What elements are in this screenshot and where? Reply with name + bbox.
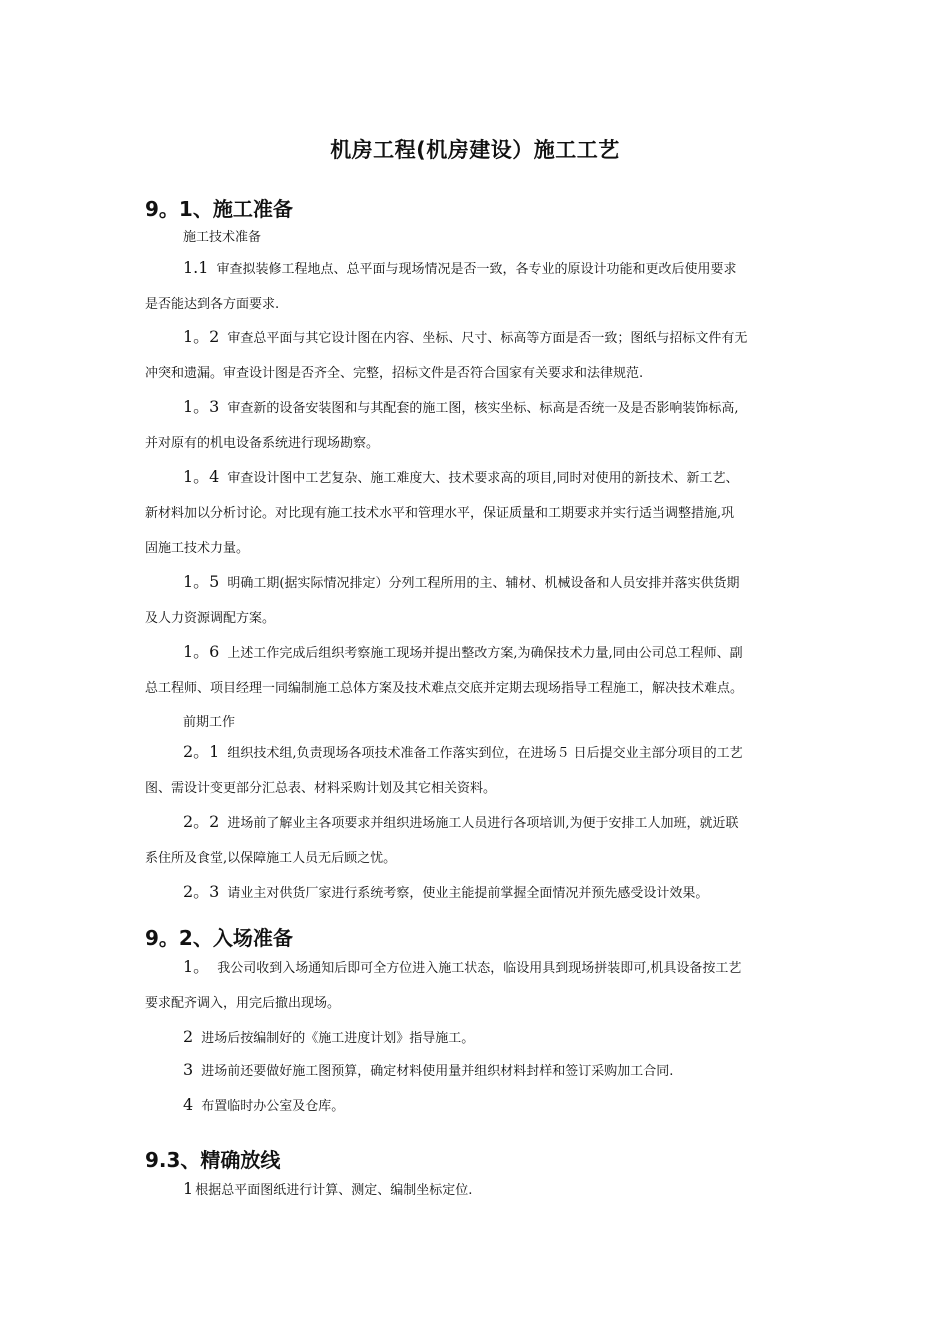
paragraph-entry-3 xyxy=(145,1052,810,1089)
paragraph-text: 组织技术组,负责现场各项技术准备工作落实到位，在进场５ 日后提交业主部分项目的工艺 xyxy=(227,746,743,761)
item-number: 2。2 xyxy=(183,812,220,831)
paragraph-entry-4 xyxy=(145,1087,810,1124)
paragraph-text: 新材料加以分析讨论。对比现有施工技术水平和管理水平，保证质量和工期要求并实行适当调整措施,巩 xyxy=(145,506,735,521)
paragraph-text: 审查拟装修工程地点、总平面与现场情况是否一致，各专业的原设计功能和更改后使用要求 xyxy=(216,262,737,277)
section-heading-1: 9。1、施工准备 xyxy=(145,197,293,221)
paragraph-text: 明确工期(据实际情况排定）分列工程所用的主、辅材、机械设备和人员安排并落实供货期 xyxy=(227,576,740,591)
paragraph-text: 进场前了解业主各项要求并组织进场施工人员进行各项培训,为便于安排工人加班，就近联 xyxy=(227,816,739,831)
paragraph-text: 总工程师、项目经理一同编制施工总体方案及技术难点交底并定期去现场指导工程施工，解决技术难点。 xyxy=(145,681,744,696)
paragraph-text: 上述工作完成后组织考察施工现场并提出整改方案,为确保技术力量,同由公司总工程师、副 xyxy=(227,646,743,661)
paragraph-text: 冲突和遗漏。审查设计图是否齐全、完整，招标文件是否符合国家有关要求和法律规范. xyxy=(145,366,644,381)
paragraph-1-6 xyxy=(145,634,810,706)
item-number: 1。6 xyxy=(183,642,220,661)
paragraph-text: 审查总平面与其它设计图在内容、坐标、尺寸、标高等方面是否一致；图纸与招标文件有无 xyxy=(227,331,748,346)
paragraph-2-3 xyxy=(145,874,810,911)
paragraph-text: 系住所及食堂,以保障施工人员无后顾之忧。 xyxy=(145,851,397,866)
item-number: 2。1 xyxy=(183,742,220,761)
item-number: 1.1 xyxy=(183,258,209,277)
item-number: 4 xyxy=(183,1095,194,1114)
paragraph-text: 请业主对供货厂家进行系统考察，使业主能提前掌握全面情况并预先感受设计效果。 xyxy=(227,886,709,901)
paragraph-text: 布置临时办公室及仓库。 xyxy=(201,1099,345,1114)
item-number: 2 xyxy=(183,1027,194,1046)
paragraph-text: 我公司收到入场通知后即可全方位进入施工状态，临设用具到现场拼装即可,机具设备按工艺 xyxy=(217,961,742,976)
subheading-early-work: 前期工作 xyxy=(183,715,236,730)
paragraph-text: 审查新的设备安装图和与其配套的施工图，核实坐标、标高是否统一及是否影响装饰标高, xyxy=(227,401,739,416)
item-number: 1。5 xyxy=(183,572,220,591)
paragraph-text: 审查设计图中工艺复杂、施工难度大、技术要求高的项目,同时对使用的新技术、新工艺、 xyxy=(227,471,739,486)
paragraph-entry-1 xyxy=(145,949,810,1021)
paragraph-text: 并对原有的机电设备系统进行现场勘察。 xyxy=(145,436,380,451)
item-number: 2。3 xyxy=(183,882,220,901)
subheading-tech-prep: 施工技术准备 xyxy=(183,230,262,245)
section-heading-3: 9.3、精确放线 xyxy=(145,1148,281,1172)
item-number: 1。 xyxy=(183,957,210,976)
page-title: 机房工程(机房建设）施工工艺 xyxy=(330,138,620,162)
item-number: 1。2 xyxy=(183,327,220,346)
item-number: 1。4 xyxy=(183,467,220,486)
paragraph-text: 进场前还要做好施工图预算，确定材料使用量并组织材料封样和签订采购加工合同. xyxy=(201,1064,674,1079)
paragraph-entry-2 xyxy=(145,1019,810,1056)
item-number: 3 xyxy=(183,1060,194,1079)
paragraph-1-5 xyxy=(145,564,810,636)
paragraph-1-4 xyxy=(145,459,810,566)
paragraph-text: 及人力资源调配方案。 xyxy=(145,611,276,626)
paragraph-2-1 xyxy=(145,734,810,806)
paragraph-layout-1 xyxy=(145,1171,810,1208)
section-heading-2: 9。2、入场准备 xyxy=(145,926,293,950)
paragraph-text: 要求配齐调入，用完后撤出现场。 xyxy=(145,996,341,1011)
paragraph-text: 图、需设计变更部分汇总表、材料采购计划及其它相关资料。 xyxy=(145,781,497,796)
item-number: 1。3 xyxy=(183,397,220,416)
paragraph-text: 根据总平面图纸进行计算、测定、编制坐标定位. xyxy=(195,1183,473,1198)
paragraph-1-3 xyxy=(145,389,810,461)
paragraph-2-2 xyxy=(145,804,810,876)
paragraph-1-1 xyxy=(145,250,810,322)
paragraph-text: 是否能达到各方面要求. xyxy=(145,297,280,312)
paragraph-text: 固施工技术力量。 xyxy=(145,541,250,556)
item-number: 1 xyxy=(183,1179,194,1198)
paragraph-text: 进场后按编制好的《施工进度计划》指导施工。 xyxy=(201,1031,475,1046)
paragraph-1-2 xyxy=(145,319,810,391)
